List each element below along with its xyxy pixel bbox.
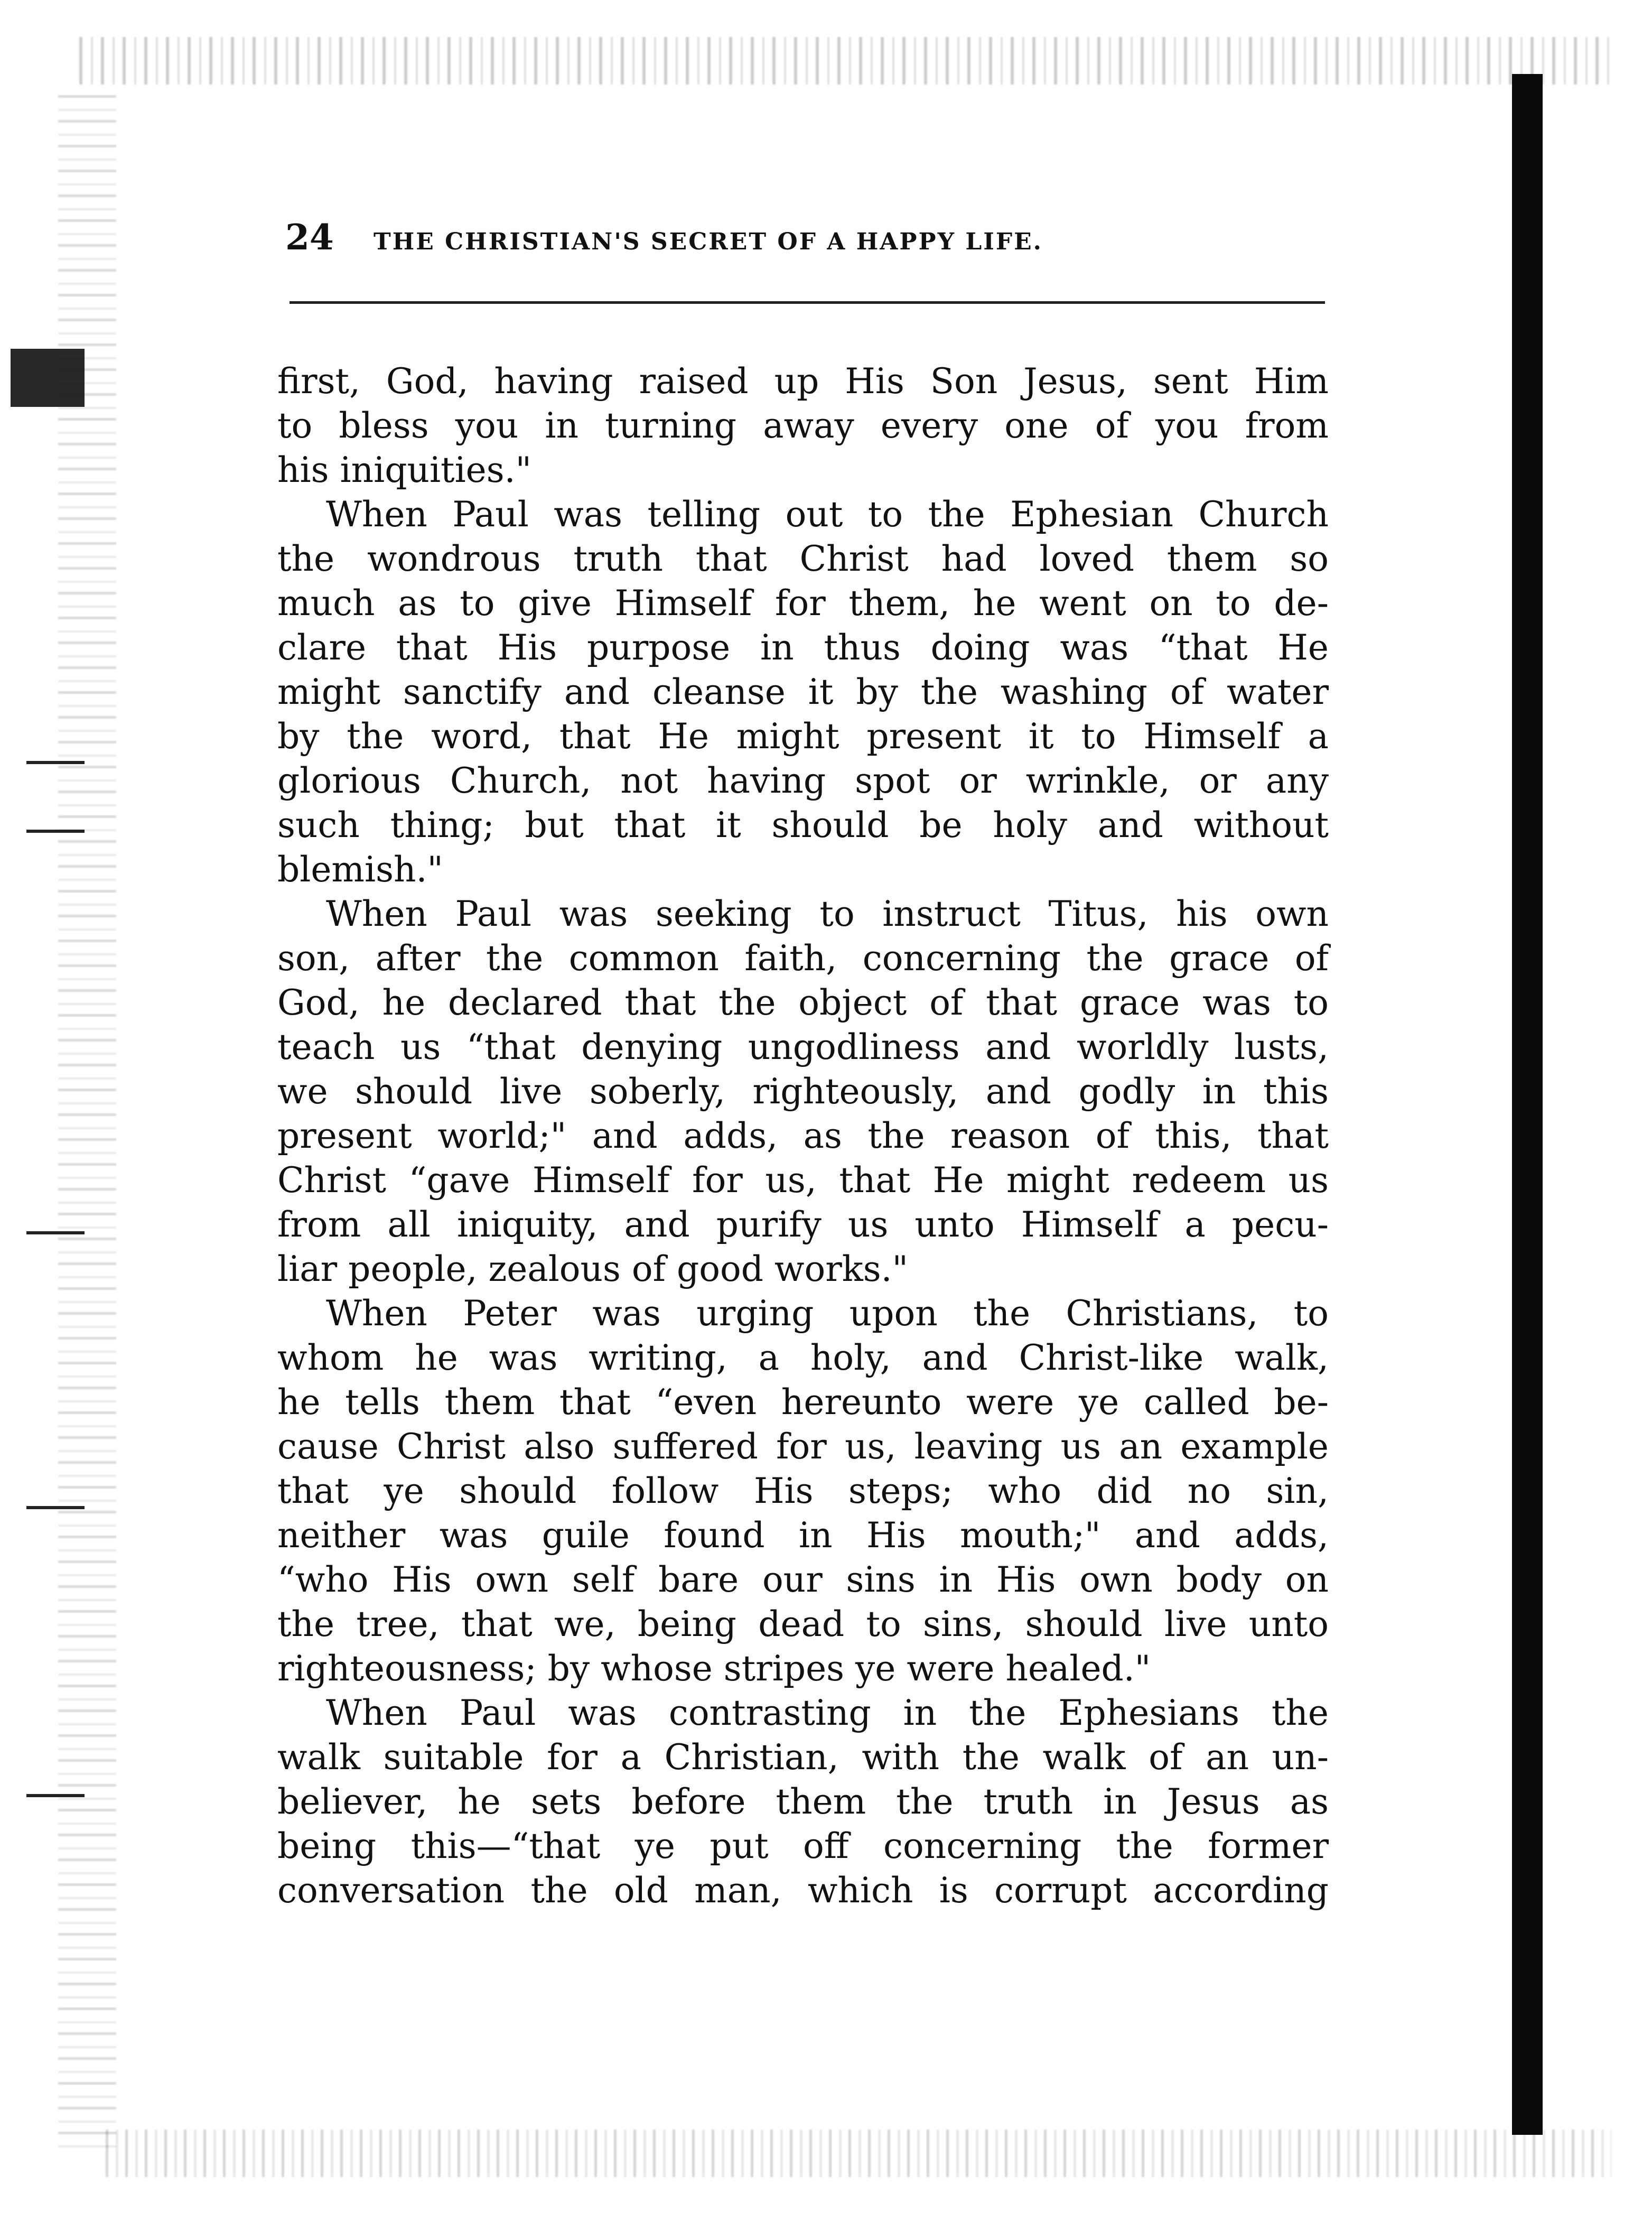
text-line: neither was guile found in His mouth;" and adds, [277,1515,1329,1556]
text-line: being this—“that ye put off concerning the former [277,1826,1329,1866]
binding-shadow [1512,74,1543,2135]
text-line: liar people, zealous of good works." [277,1249,908,1289]
header-rule [290,301,1325,304]
margin-tick [26,761,85,764]
body-text [277,359,1329,1913]
text-line: conversation the old man, which is corrupt according [277,1870,1329,1911]
text-line: When Peter was urging upon the Christians, to [326,1293,1329,1334]
scan-blot [11,349,85,407]
text-line: God, he declared that the object of that grace was to [277,982,1329,1023]
text-line: he tells them that “even hereunto were ye called be- [277,1382,1329,1423]
text-line: Christ “gave Himself for us, that He might redeem us [277,1160,1329,1201]
text-line: by the word, that He might present it to Himself a [277,716,1329,757]
text-line: first, God, having raised up His Son Jesus, sent Him [277,361,1329,402]
text-line: When Paul was seeking to instruct Titus, his own [326,894,1329,934]
running-head [285,217,1236,258]
text-line: son, after the common faith, concerning the grace of [277,938,1329,979]
scan-noise-bottom [106,2130,1611,2177]
text-line: much as to give Himself for them, he went on to de- [277,583,1329,624]
text-line: to bless you in turning away every one of you from [277,405,1329,446]
text-line: present world;" and adds, as the reason of this, that [277,1116,1329,1156]
text-line: from all iniquity, and purify us unto Himself a pecu- [277,1204,1329,1245]
page-number: 24 [285,217,334,258]
text-line: such thing; but that it should be holy and without [277,805,1329,845]
text-line: “who His own self bare our sins in His own body on [277,1559,1329,1600]
text-line: walk suitable for a Christian, with the walk of an un- [277,1737,1329,1778]
text-line: When Paul was telling out to the Ephesian Church [326,494,1329,535]
text-line: whom he was writing, a holy, and Christ-like walk, [277,1337,1329,1378]
text-line: glorious Church, not having spot or wrinkle, or any [277,760,1329,801]
text-line: the wondrous truth that Christ had loved them so [277,538,1329,579]
text-line: righteousness; by whose stripes ye were healed." [277,1648,1151,1689]
text-line: might sanctify and cleanse it by the washing of water [277,672,1329,712]
text-line: teach us “that denying ungodliness and worldly lusts, [277,1027,1329,1067]
text-line: clare that His purpose in thus doing was “that He [277,627,1329,668]
text-line: we should live soberly, righteously, and godly in this [277,1071,1329,1112]
scan-noise-top [79,37,1611,85]
text-line: believer, he sets before them the truth in Jesus as [277,1781,1329,1822]
text-line: cause Christ also suffered for us, leaving us an example [277,1426,1329,1467]
text-line: blemish." [277,849,443,890]
text-line: his iniquities." [277,450,531,490]
text-line: the tree, that we, being dead to sins, should live unto [277,1604,1329,1644]
margin-tick [26,1794,85,1797]
margin-tick [26,1231,85,1234]
margin-tick [26,830,85,833]
margin-tick [26,1506,85,1509]
text-line: that ye should follow His steps; who did no sin, [277,1471,1329,1511]
text-line: When Paul was contrasting in the Ephesians the [326,1693,1329,1733]
running-title: THE CHRISTIAN'S SECRET OF A HAPPY LIFE. [373,228,1043,255]
